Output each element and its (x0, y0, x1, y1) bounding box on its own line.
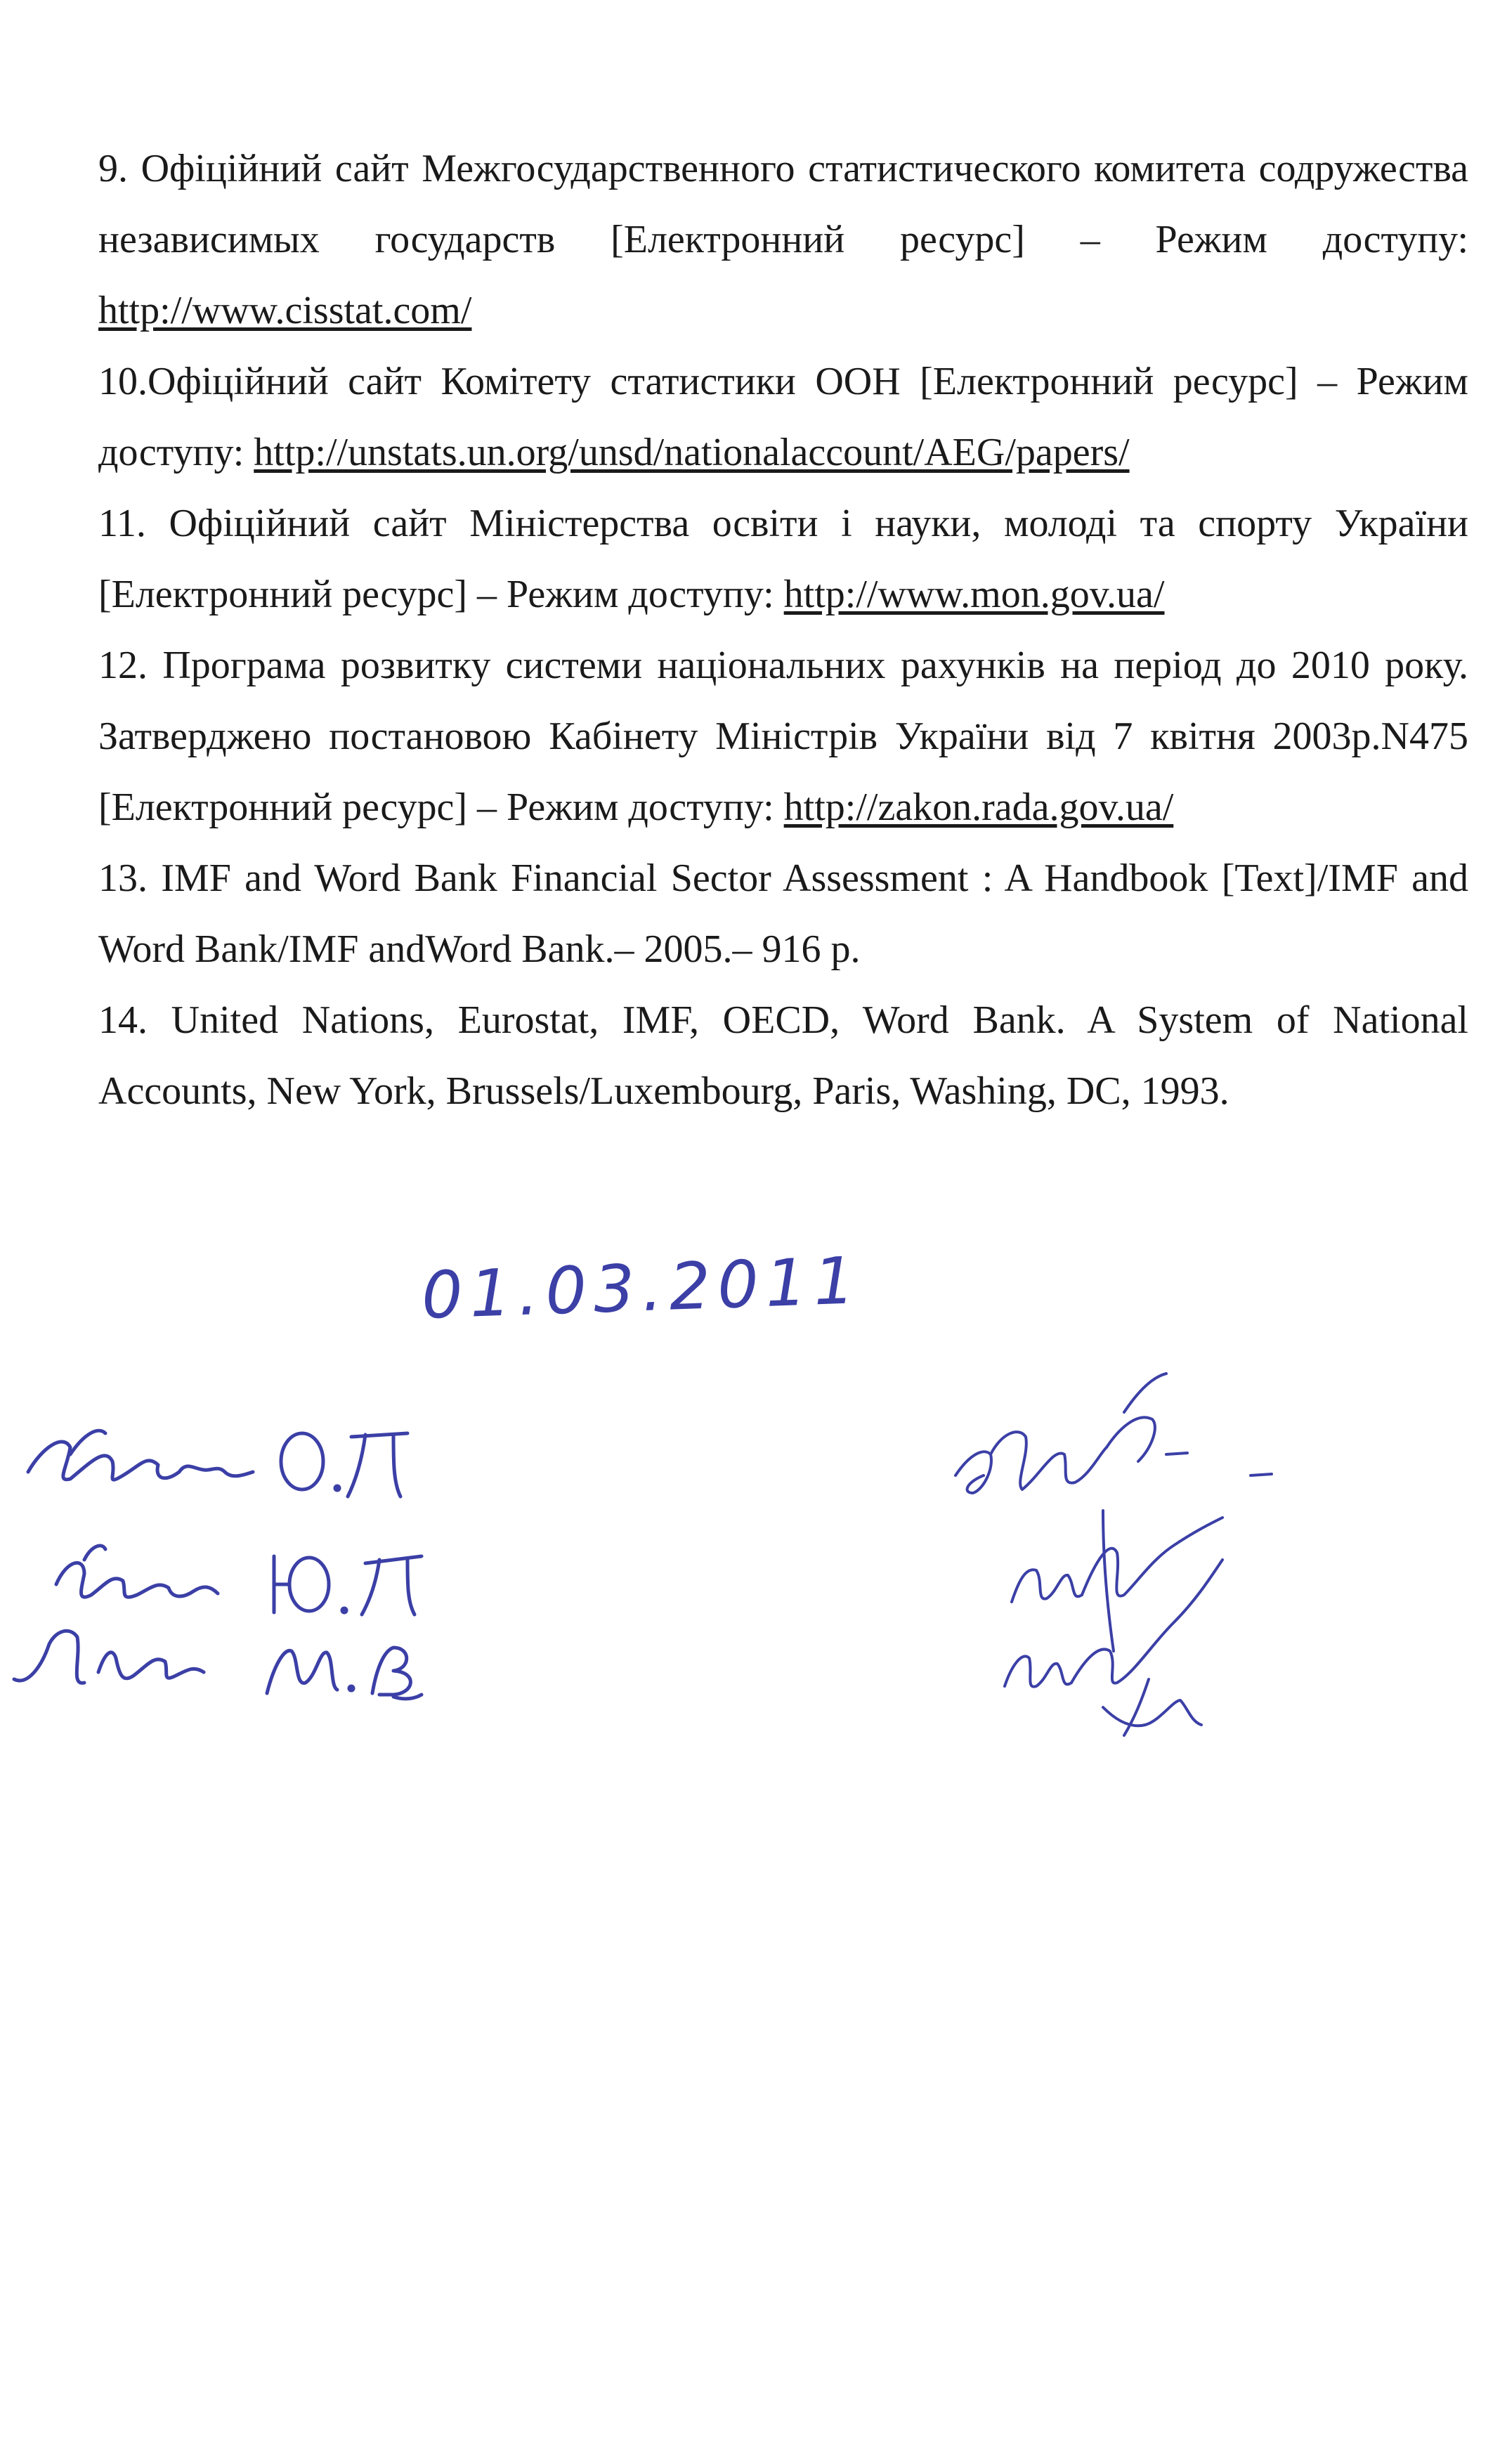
reference-url[interactable]: http://www.cisstat.com/ (98, 289, 472, 332)
reference-url[interactable]: http://zakon.rada.gov.ua/ (783, 786, 1174, 829)
handwritten-date: 01.03.2011 (420, 1243, 863, 1334)
reference-text: 12. Програма розвитку системи національних рахунків на період до 2010 року. Затверджено постановою Кабінету Міністрів України від 7 квітня 2003р.N475 [Електронний ресурс] – Режим доступу: (98, 644, 1468, 829)
reference-item-11 (98, 488, 1468, 630)
reference-item-12 (98, 630, 1468, 843)
reference-url[interactable]: http://unstats.un.org/unsd/nationalaccount/AEG/papers/ (254, 431, 1130, 474)
reference-text: 13. IMF and Word Bank Financial Sector Assessment : A Handbook [Text]/IMF and Word Bank/IMF andWord Bank.– 2005.– 916 p. (98, 856, 1468, 971)
reference-item-10 (98, 346, 1468, 488)
reference-text: 11. Офіційний сайт Міністерства освіти і науки, молоді та спорту України [Електронний ресурс] – Режим доступу: (98, 502, 1468, 616)
reference-url[interactable]: http://www.mon.gov.ua/ (783, 573, 1165, 616)
reference-text: 14. United Nations, Eurostat, IMF, OECD, Word Bank. A System of National Accounts, New York, Brussels/Luxembourg, Paris, Washing, DC, 1993. (98, 998, 1468, 1113)
reference-list (98, 133, 1468, 1127)
handwritten-names (0, 1405, 562, 1728)
reference-item-14 (98, 985, 1468, 1127)
signature-drawing (941, 1370, 1363, 1764)
handwritten-names-drawing (0, 1405, 562, 1728)
signature-block (941, 1370, 1363, 1764)
reference-text: 10.Офіційний сайт Комітету статистики ООН [Електронний ресурс] – Режим доступу: (98, 360, 1468, 474)
reference-text: 9. Офіційний сайт Межгосударственного статистического комитета содружества независимых государств [Електронний ресурс] – Режим доступу: (98, 147, 1468, 261)
reference-item-9 (98, 133, 1468, 346)
reference-item-13 (98, 843, 1468, 985)
